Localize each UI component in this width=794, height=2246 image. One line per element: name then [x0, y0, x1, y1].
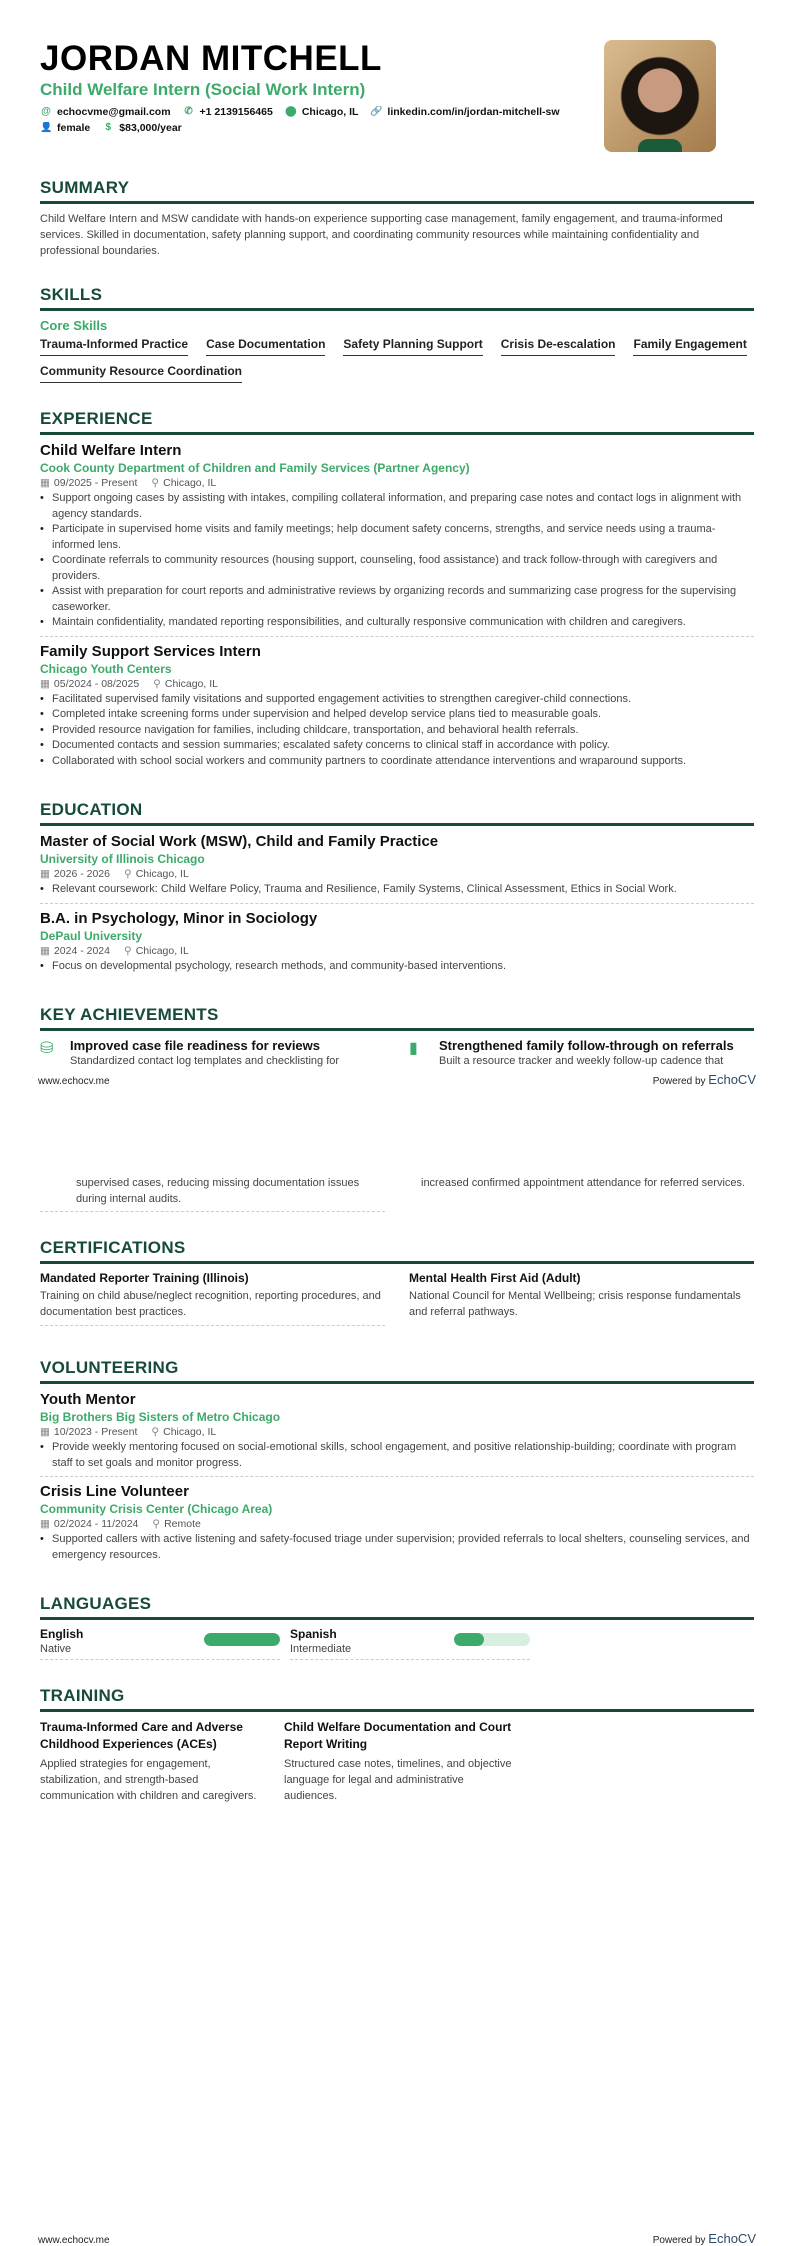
entry-location: Chicago, IL [135, 868, 189, 880]
at-icon: @ [41, 106, 51, 117]
skill-tag: Crisis De-escalation [501, 337, 616, 356]
contact-item [40, 122, 90, 134]
training-title: Child Welfare Documentation and Court Report Writing [284, 1720, 512, 1751]
certifications-section [40, 1238, 754, 1332]
skill-tag: Trauma-Informed Practice [40, 337, 188, 356]
salary-icon: $ [105, 122, 112, 133]
section-heading: LANGUAGES [40, 1594, 754, 1620]
training-section [40, 1686, 754, 1804]
contact-item [285, 106, 359, 118]
dates [40, 1426, 137, 1438]
achievement-text-continued: increased confirmed appointment attendance for referred services. [421, 1177, 746, 1189]
location-pin-icon: ⚲ [153, 677, 161, 690]
calendar-icon: ▦ [40, 677, 50, 690]
bullet-item: • Facilitated supervised family visitations and supported engagement activities to strengthen caregiver-child connections. [40, 692, 754, 708]
entry-location: Chicago, IL [163, 477, 217, 489]
bullet-item: • Provide weekly mentoring focused on social-emotional skills, school engagement, and positive relationship-building; coordinate with program staff to set goals and monitor progress. [40, 1440, 754, 1471]
contact-info [40, 106, 580, 134]
achievement-text: Standardized contact log templates and checklisting for [70, 1055, 340, 1067]
contact-item [370, 106, 559, 118]
achievement-content [439, 1038, 734, 1069]
entry [40, 1391, 754, 1477]
dates [40, 1518, 138, 1530]
contact-text: +1 2139156465 [199, 106, 273, 118]
achievement-title: Strengthened family follow-through on referrals [439, 1038, 734, 1053]
entry-dates: 10/2023 - Present [53, 1426, 138, 1438]
language-level: Native [40, 1643, 72, 1655]
entry-meta [40, 477, 754, 489]
entry-title: Youth Mentor [40, 1391, 136, 1408]
entry-title: Crisis Line Volunteer [40, 1483, 189, 1500]
bullet-item: • Participate in supervised home visits and family meetings; help document safety concerns, strengths, and service needs using a trauma-informed lens. [40, 522, 754, 553]
bullet-list [40, 959, 754, 975]
skill-tag: Case Documentation [206, 337, 325, 356]
entry-location: Chicago, IL [164, 677, 218, 690]
certification-item [40, 1271, 385, 1326]
language-item [290, 1627, 530, 1660]
education-section [40, 800, 754, 979]
entry-organization: University of Illinois Chicago [40, 852, 205, 866]
person-icon: 👤 [40, 122, 52, 133]
training-text: Structured case notes, timelines, and objective language for legal and administrative audiences. [284, 1758, 512, 1802]
dates [40, 678, 139, 690]
certification-item [409, 1271, 754, 1326]
file-icon: ▮ [409, 1040, 418, 1057]
section-heading: VOLUNTEERING [40, 1358, 754, 1384]
entry [40, 833, 754, 904]
achievement-title: Improved case file readiness for reviews [70, 1038, 321, 1053]
calendar-icon: ▦ [40, 1518, 50, 1530]
brand-logo: EchoCV [708, 1072, 756, 1087]
calendar-icon: ▦ [40, 477, 50, 489]
contact-item [40, 106, 171, 118]
job-title: Child Welfare Intern (Social Work Intern) [40, 80, 366, 99]
entry-title: Child Welfare Intern [40, 442, 182, 459]
bullet-item: • Relevant coursework: Child Welfare Policy, Trauma and Resilience, Family Systems, Clinical Assessment, Ethics in Social Work. [40, 882, 754, 898]
database-icon: ⛁ [40, 1040, 54, 1057]
entry [40, 910, 754, 980]
entry-location: Remote [164, 1518, 201, 1530]
entry-organization: DePaul University [40, 928, 143, 943]
bullet-item: • Provided resource navigation for families, including childcare, transportation, and behavioral health referrals. [40, 723, 754, 739]
location-pin-icon: ⚲ [123, 868, 132, 880]
location [124, 868, 189, 880]
entry-meta [40, 945, 754, 957]
profile-photo [604, 40, 716, 152]
bullet-item: • Documented contacts and session summaries; escalated safety concerns to clinical staff in accordance with policy. [40, 738, 754, 754]
achievements-section [40, 1005, 754, 1069]
contact-text: Chicago, IL [301, 106, 359, 118]
training-text: Applied strategies for engagement, stabilization, and strength-based communication with children and caregivers. [40, 1758, 257, 1802]
proficiency-bar [454, 1633, 530, 1646]
entry-location: Chicago, IL [135, 944, 189, 957]
bullet-list [40, 1440, 754, 1471]
certification-text: Training on child abuse/neglect recognition, reporting procedures, and documentation best practices. [40, 1290, 381, 1318]
bullet-item: • Completed intake screening forms under supervision and helped develop service plans tied to measurable goals. [40, 707, 754, 723]
language-item [40, 1627, 280, 1660]
contact-text: female [57, 122, 91, 134]
calendar-icon: ▦ [40, 1426, 50, 1438]
language-name: Spanish [290, 1627, 337, 1641]
location-pin-icon: ⚲ [123, 944, 132, 957]
skill-tag: Community Resource Coordination [40, 364, 242, 383]
entry-title: Master of Social Work (MSW), Child and Family Practice [40, 833, 439, 850]
location [124, 945, 189, 957]
language-name: English [40, 1627, 84, 1641]
location-pin-icon: ⚲ [151, 1426, 160, 1438]
bullet-list [40, 692, 754, 770]
experience-section [40, 409, 754, 774]
entry-dates: 09/2025 - Present [53, 477, 138, 489]
language-info [290, 1627, 351, 1657]
bullet-list [40, 491, 754, 631]
entry-title: B.A. in Psychology, Minor in Sociology [40, 909, 318, 927]
resume-page-2 [0, 1123, 794, 2246]
location-pin-icon: ⚲ [151, 477, 160, 489]
bullet-item: • Coordinate referrals to community resources (housing support, counseling, food assistance) and track follow-through with caregivers and providers. [40, 553, 754, 584]
brand-logo: EchoCV [708, 2231, 756, 2246]
bullet-item: • Assist with preparation for court reports and administrative reviews by organizing records and summarizing case progress for the supervising caseworker. [40, 584, 754, 615]
phone-icon: ✆ [184, 106, 193, 117]
contact-text[interactable]: echocvme@gmail.com [57, 106, 171, 118]
contact-item [102, 122, 181, 134]
proficiency-fill [204, 1633, 280, 1646]
section-heading: SKILLS [40, 285, 754, 311]
certification-title: Mandated Reporter Training (Illinois) [40, 1271, 249, 1285]
location [153, 678, 218, 690]
volunteering-section [40, 1358, 754, 1568]
proficiency-fill [454, 1633, 484, 1646]
page-footer [38, 2231, 756, 2246]
achievement-text-continued: supervised cases, reducing missing documentation issues during internal audits. [40, 1175, 385, 1212]
achievement-item [40, 1038, 385, 1069]
certification-title: Mental Health First Aid (Adult) [409, 1271, 581, 1285]
contact-text[interactable]: linkedin.com/in/jordan-mitchell-sw [387, 106, 560, 118]
entry-dates: 02/2024 - 11/2024 [53, 1518, 139, 1530]
entry-organization: Community Crisis Center (Chicago Area) [40, 1502, 273, 1516]
location [151, 477, 216, 489]
entry-organization: Chicago Youth Centers [40, 661, 172, 676]
calendar-icon: ▦ [40, 868, 50, 880]
summary-section [40, 178, 754, 259]
footer-url[interactable]: www.echocv.me [38, 2235, 110, 2246]
location [151, 1426, 216, 1438]
contact-item [183, 106, 273, 118]
entry-meta [40, 1426, 754, 1438]
section-heading: SUMMARY [40, 178, 754, 204]
entry [40, 643, 754, 775]
achievement-item [409, 1038, 754, 1069]
powered-by-label: Powered by [652, 2235, 706, 2246]
skill-tag: Family Engagement [633, 337, 746, 356]
bullet-item: • Support ongoing cases by assisting with intakes, compiling collateral information, and preparing case notes and contact logs in alignment with agency standards. [40, 491, 754, 522]
dates [40, 868, 110, 880]
summary-text: Child Welfare Intern and MSW candidate with hands-on experience supporting case management, family engagement, and trauma-informed services. Skilled in documentation, safety planning support, and coordinating community resources while maintaining confidentiality and professional boundaries. [40, 213, 723, 257]
proficiency-bar [204, 1633, 280, 1646]
page-footer [38, 1072, 756, 1087]
achievement-text: Built a resource tracker and weekly follow-up cadence that [439, 1055, 724, 1067]
entry-dates: 2024 - 2024 [53, 944, 110, 957]
candidate-name: JORDAN MITCHELL [40, 39, 382, 78]
entry-meta [40, 868, 754, 880]
entry-organization: Big Brothers Big Sisters of Metro Chicago [40, 1410, 281, 1424]
calendar-icon: ▦ [40, 944, 50, 957]
contact-text: $83,000/year [119, 122, 182, 134]
certification-text: National Council for Mental Wellbeing; crisis response fundamentals and referral pathways. [409, 1290, 741, 1318]
entry-dates: 2026 - 2026 [53, 868, 110, 880]
bullet-item: • Supported callers with active listening and safety-focused triage under supervision; provided referrals to local shelters, counseling services, and emergency resources. [40, 1532, 754, 1563]
location-pin-icon: ⬤ [285, 106, 297, 117]
dates [40, 477, 137, 489]
footer-url[interactable]: www.echocv.me [38, 1076, 110, 1087]
skill-list [40, 337, 754, 383]
training-item [40, 1719, 270, 1804]
entry-organization: Cook County Department of Children and Family Services (Partner Agency) [40, 461, 470, 475]
link-icon: 🔗 [370, 106, 383, 117]
powered-by-label: Powered by [652, 1076, 706, 1087]
resume-header [40, 0, 754, 152]
bullet-item: • Maintain confidentiality, mandated reporting responsibilities, and culturally responsive communication with children and caregivers. [40, 615, 754, 631]
section-heading: EXPERIENCE [40, 409, 754, 435]
entry-dates: 05/2024 - 08/2025 [53, 677, 140, 690]
section-heading: CERTIFICATIONS [40, 1238, 754, 1264]
bullet-item: • Focus on developmental psychology, research methods, and community-based interventions. [40, 959, 754, 975]
entry-meta [40, 1518, 754, 1530]
location-pin-icon: ⚲ [152, 1518, 161, 1530]
skill-group-title: Core Skills [40, 318, 108, 333]
bullet-list [40, 882, 754, 898]
entry-location: Chicago, IL [163, 1426, 217, 1438]
entry-meta [40, 678, 754, 690]
bullet-list [40, 1532, 754, 1563]
language-info [40, 1627, 83, 1657]
entry [40, 1483, 754, 1568]
section-heading: EDUCATION [40, 800, 754, 826]
achievement-content [70, 1038, 339, 1069]
location [152, 1518, 200, 1530]
dates [40, 945, 110, 957]
entry [40, 442, 754, 637]
section-heading: TRAINING [40, 1686, 754, 1712]
language-level: Intermediate [290, 1643, 352, 1655]
training-title: Trauma-Informed Care and Adverse Childhood Experiences (ACEs) [40, 1720, 243, 1751]
section-heading: KEY ACHIEVEMENTS [40, 1005, 754, 1031]
languages-section [40, 1594, 754, 1660]
achievements-continued [40, 1175, 754, 1212]
skills-section [40, 285, 754, 383]
bullet-item: • Collaborated with school social workers and community partners to coordinate attendance interventions and wraparound supports. [40, 754, 754, 770]
entry-title: Family Support Services Intern [40, 642, 261, 660]
skill-tag: Safety Planning Support [343, 337, 482, 356]
training-item [284, 1719, 514, 1804]
